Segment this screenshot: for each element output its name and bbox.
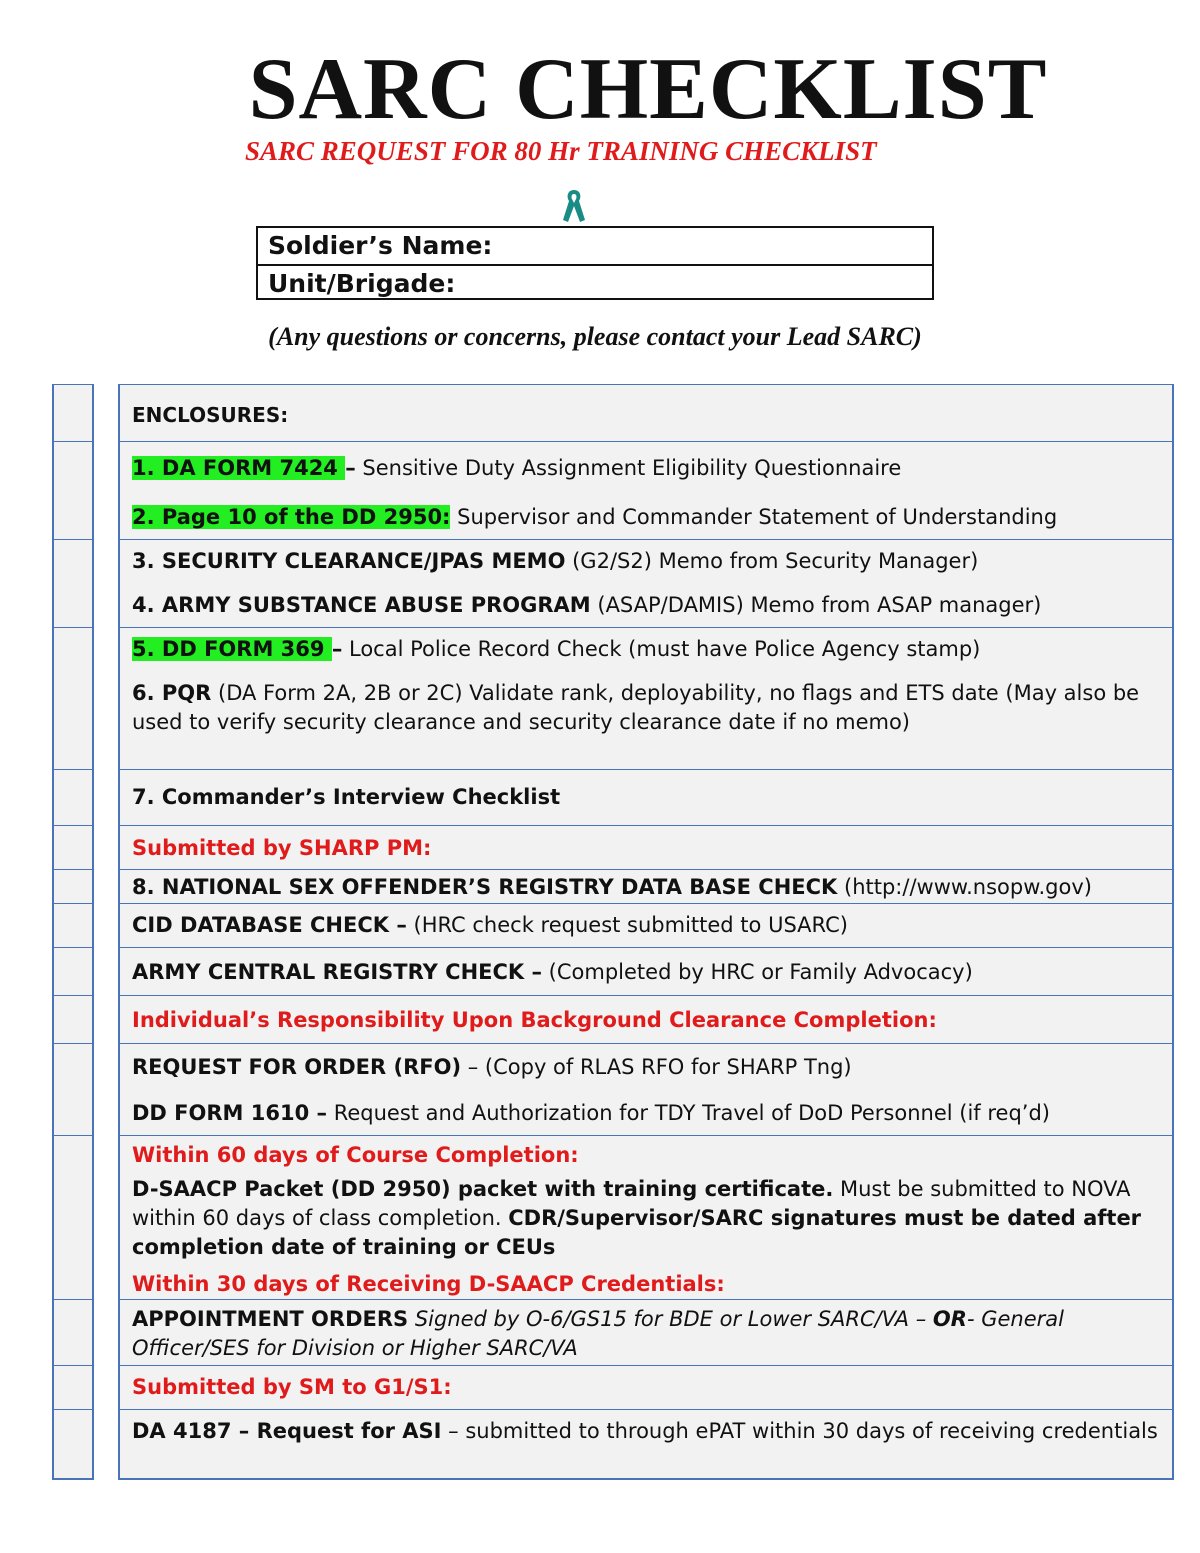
individual-responsibility-heading: Individual’s Responsibility Upon Background Clearance Completion: [132, 1008, 937, 1032]
item-label: 5. DD FORM 369 [132, 637, 332, 661]
row-divider [120, 539, 1172, 540]
item-text: Supervisor and Commander Statement of Understanding [450, 505, 1058, 529]
sharp-pm-heading: Submitted by SHARP PM: [132, 836, 432, 860]
item-appointment-orders[interactable] [132, 1305, 1162, 1363]
checklist-table [118, 384, 1174, 1480]
dash: – [345, 456, 356, 480]
checkbox-column [52, 384, 94, 1480]
or-text: OR [932, 1307, 967, 1331]
item-pqr[interactable] [132, 679, 1162, 737]
soldier-name-label: Soldier’s Name: [268, 231, 493, 260]
checkbox-divider [54, 1365, 92, 1366]
row-divider [120, 995, 1172, 996]
item-label: APPOINTMENT ORDERS [132, 1307, 409, 1331]
item-text: (Completed by HRC or Family Advocacy) [542, 960, 973, 984]
row-divider [120, 627, 1172, 628]
checkbox-divider [54, 441, 92, 442]
item-label: 3. SECURITY CLEARANCE/JPAS MEMO [132, 549, 566, 573]
item-request-for-order[interactable] [132, 1053, 1162, 1082]
item-label: 1. DA FORM 7424 [132, 456, 346, 480]
page-subtitle: SARC REQUEST FOR 80 Hr TRAINING CHECKLIST [245, 136, 877, 166]
item-label: CID DATABASE CHECK – [132, 913, 407, 937]
row-divider [120, 1365, 1172, 1366]
item-text: Request and Authorization for TDY Travel of DoD Personnel (if req’d) [327, 1101, 1050, 1125]
item-text: – (Copy of RLAS RFO for SHARP Tng) [461, 1055, 852, 1079]
item-text: (G2/S2) Memo from Security Manager) [565, 549, 979, 573]
item-commander-interview[interactable]: 7. Commander’s Interview Checklist [132, 785, 561, 809]
item-label: ARMY CENTRAL REGISTRY CHECK – [132, 960, 542, 984]
row-divider [120, 869, 1172, 870]
item-da-form-7424[interactable] [132, 454, 1162, 483]
item-text: - General Officer/SES for Division or Higher SARC/VA [132, 1307, 1064, 1360]
page-title: SARC CHECKLIST [248, 41, 1048, 138]
row-divider [120, 947, 1172, 948]
row-divider [120, 903, 1172, 904]
checkbox-divider [54, 539, 92, 540]
item-sex-offender-registry[interactable] [132, 873, 1162, 902]
enclosures-heading: ENCLOSURES: [132, 403, 289, 427]
item-text: Sensitive Duty Assignment Eligibility Questionnaire [355, 456, 902, 480]
item-army-central-registry[interactable] [132, 958, 1162, 987]
row-divider [120, 1409, 1172, 1410]
checkbox-divider [54, 825, 92, 826]
awareness-ribbon-icon [560, 188, 588, 224]
item-security-clearance[interactable] [132, 547, 1162, 576]
row-divider [120, 1135, 1172, 1136]
item-text: (http://www.nsopw.gov) [837, 875, 1092, 899]
checkbox-divider [54, 769, 92, 770]
unit-brigade-field[interactable] [258, 264, 932, 302]
submitted-by-sm-heading: Submitted by SM to G1/S1: [132, 1375, 452, 1399]
item-dsaacp-packet[interactable] [132, 1175, 1162, 1262]
item-label: DD FORM 1610 – [132, 1101, 328, 1125]
item-text: (DA Form 2A, 2B or 2C) Validate rank, deployability, no flags and ETS date (May also be used to verify security clearance and security clearance date if no memo) [132, 681, 1140, 734]
row-divider [120, 825, 1172, 826]
item-label: REQUEST FOR ORDER (RFO) [132, 1055, 462, 1079]
checkbox-divider [54, 1299, 92, 1300]
row-divider [120, 1043, 1172, 1044]
within-30-days-heading: Within 30 days of Receiving D-SAACP Credentials: [132, 1272, 725, 1296]
item-dd-form-369[interactable] [132, 635, 1162, 664]
soldier-name-field[interactable] [258, 228, 932, 264]
row-divider [120, 769, 1172, 770]
row-divider [120, 1299, 1172, 1300]
item-note: CDR/Supervisor/SARC signatures must be dated after completion date of training or CEUs [132, 1206, 1142, 1259]
item-label: D-SAACP Packet (DD 2950) packet with training certificate. [132, 1177, 834, 1201]
checkbox-divider [54, 627, 92, 628]
item-dd-form-1610[interactable] [132, 1099, 1162, 1128]
item-text: (ASAP/DAMIS) Memo from ASAP manager) [590, 593, 1042, 617]
item-text: – submitted to through ePAT within 30 days of receiving credentials [441, 1419, 1158, 1443]
item-text: Signed by O-6/GS15 for BDE or Lower SARC/VA – [408, 1307, 933, 1331]
item-text: Local Police Record Check (must have Police Agency stamp) [342, 637, 981, 661]
checkbox-divider [54, 1043, 92, 1044]
checkbox-divider [54, 947, 92, 948]
checkbox-divider [54, 995, 92, 996]
checkbox-divider [54, 1135, 92, 1136]
item-label: 6. PQR [132, 681, 212, 705]
item-army-substance-abuse[interactable] [132, 591, 1162, 620]
item-cid-database[interactable] [132, 911, 1162, 940]
checkbox-divider [54, 869, 92, 870]
contact-note: (Any questions or concerns, please contact your Lead SARC) [268, 322, 922, 351]
item-da-4187[interactable] [132, 1417, 1162, 1446]
soldier-info-box [256, 226, 934, 300]
checkbox-divider [54, 1409, 92, 1410]
within-60-days-heading: Within 60 days of Course Completion: [132, 1143, 579, 1167]
row-divider [120, 441, 1172, 442]
item-label: 2. Page 10 of the DD 2950: [132, 505, 451, 529]
item-label: DA 4187 – Request for ASI [132, 1419, 442, 1443]
checkbox-divider [54, 903, 92, 904]
item-text: Must be submitted to NOVA within 60 days of class completion. [132, 1177, 1131, 1230]
item-label: 8. NATIONAL SEX OFFENDER’S REGISTRY DATA BASE CHECK [132, 875, 838, 899]
dash: – [331, 637, 343, 661]
item-dd-2950-page10[interactable] [132, 503, 1162, 532]
unit-brigade-label: Unit/Brigade: [268, 269, 456, 298]
item-label: 4. ARMY SUBSTANCE ABUSE PROGRAM [132, 593, 591, 617]
item-text: (HRC check request submitted to USARC) [406, 913, 848, 937]
